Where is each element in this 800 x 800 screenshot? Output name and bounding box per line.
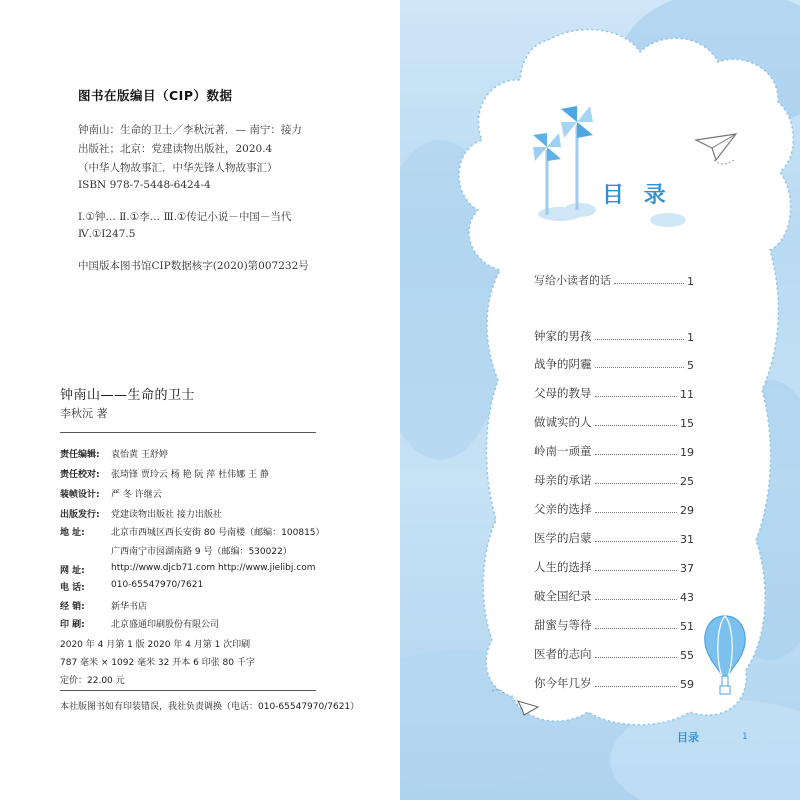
book-title: 钟南山——生命的卫士 (60, 388, 196, 403)
toc-title: 目 录 (602, 183, 672, 208)
toc-item-page: 59 (680, 678, 694, 691)
row-label: 地 址: (60, 528, 85, 538)
author: 李秋沅 著 (60, 407, 108, 420)
toc-item-page: 5 (687, 359, 694, 372)
dot-leader (595, 570, 678, 571)
toc-item-page: 37 (680, 562, 694, 575)
toc-item-page: 11 (680, 388, 694, 401)
toc-item-page: 31 (680, 533, 694, 546)
toc-item[interactable] (534, 642, 694, 662)
toc-item[interactable] (534, 555, 694, 575)
dot-leader (595, 541, 678, 542)
row-value: 袁怡黄 王舒婷 (111, 450, 168, 460)
toc-item-page: 25 (680, 475, 694, 488)
toc-item[interactable] (534, 497, 694, 517)
row-value: 010-65547970/7621 (111, 580, 204, 590)
toc-item[interactable] (534, 439, 694, 459)
toc-item-title: 医者的志向 (534, 647, 592, 661)
toc-item-title: 写给小读者的话 (534, 274, 611, 287)
toc-item-title: 父母的教导 (534, 386, 592, 400)
row-label: 责任编辑: (60, 450, 100, 460)
dot-leader (595, 599, 678, 600)
format-info: 787 毫米 × 1092 毫米 32 开本 6 印张 80 千字 (60, 658, 255, 668)
toc-item-page: 19 (680, 446, 694, 459)
divider (60, 690, 316, 691)
toc-item[interactable] (534, 410, 694, 430)
dot-leader (595, 628, 678, 629)
toc-item[interactable] (534, 613, 694, 633)
cip-line: 钟南山：生命的卫士／李秋沅著．— 南宁：接力 (78, 124, 302, 136)
cip-line: 中国版本图书馆CIP数据核字(2020)第007232号 (78, 260, 309, 272)
toc-item-title: 甜蜜与等待 (534, 618, 592, 632)
row-label: 经 销: (60, 602, 85, 612)
paper-plane-icon (490, 685, 550, 725)
row-value: http://www.djcb71.com http://www.jielibj.com (111, 563, 316, 573)
row-label: 网 址: (60, 566, 85, 576)
cip-line: （中华人物故事汇．中华先锋人物故事汇） (78, 162, 278, 174)
row-value: 张琦锋 贾玲云 杨 艳 阮 萍 杜伟娜 王 静 (111, 470, 269, 480)
toc-item-title: 人生的选择 (534, 560, 592, 574)
toc-item[interactable] (534, 381, 694, 401)
divider (60, 432, 316, 433)
price-info: 定价：22.00 元 (60, 676, 125, 686)
toc-item[interactable] (534, 352, 694, 372)
toc-item-title: 岭南一顽童 (534, 444, 592, 458)
toc-item-title: 父亲的选择 (534, 502, 592, 516)
toc-item-page: 1 (687, 331, 694, 344)
toc-item-title: 钟家的男孩 (534, 329, 592, 343)
row-value: 严 冬 许继云 (111, 490, 162, 500)
row-value: 北京市西城区西长安街 80 号南楼（邮编：100815） (111, 528, 325, 538)
dot-leader (595, 367, 685, 368)
dot-leader (595, 454, 678, 455)
cip-line: 出版社；北京：党建读物出版社，2020.4 (78, 143, 273, 155)
paper-plane-icon (692, 130, 742, 170)
row-label: 责任校对: (60, 470, 100, 480)
dot-leader (614, 283, 684, 284)
row-value: 党建读物出版社 接力出版社 (111, 510, 222, 520)
toc-item[interactable] (534, 468, 694, 488)
row-label: 印 刷: (60, 620, 85, 630)
toc-item-title: 母亲的承诺 (534, 473, 592, 487)
cip-line: Ⅰ.①钟… Ⅱ.①李… Ⅲ.①传记小说－中国－当代 (78, 211, 292, 223)
row-label: 电 话: (60, 583, 85, 593)
dot-leader (595, 339, 685, 340)
dot-leader (595, 483, 678, 484)
row-value: 新华书店 (111, 602, 148, 612)
row-value: 北京盛通印刷股份有限公司 (111, 620, 220, 630)
toc-item-page: 1 (687, 275, 694, 288)
contents-page (400, 0, 800, 800)
toc-item-title: 破全国纪录 (534, 589, 592, 603)
toc-item[interactable] (534, 671, 694, 691)
toc-item-page: 43 (680, 591, 694, 604)
dot-leader (595, 396, 678, 397)
cip-title: 图书在版编目（CIP）数据 (78, 88, 233, 103)
toc-item-page: 29 (680, 504, 694, 517)
toc-item-title: 医学的启蒙 (534, 531, 592, 545)
dot-leader (595, 512, 678, 513)
cip-line: ISBN 978-7-5448-6424-4 (78, 179, 211, 191)
toc-item-title: 你今年几岁 (534, 676, 592, 690)
hot-air-balloon-icon (700, 612, 750, 702)
row-label: 出版发行: (60, 510, 100, 520)
footer-note: 本社版图书如有印装错误，我社负责调换（电话：010-65547970/7621） (60, 702, 360, 712)
toc-item-page: 15 (680, 417, 694, 430)
toc-item[interactable] (534, 324, 694, 344)
dot-leader (595, 657, 678, 658)
edition-info: 2020 年 4 月第 1 版 2020 年 4 月第 1 次印刷 (60, 640, 251, 650)
page-number: 1 (742, 732, 748, 742)
toc-item-title: 做诚实的人 (534, 415, 592, 429)
cip-line: Ⅳ.①I247.5 (78, 228, 136, 240)
toc-item[interactable] (534, 526, 694, 546)
row-value: 广西南宁市园湖南路 9 号（邮编：530022） (111, 547, 292, 557)
toc-item-page: 51 (680, 620, 694, 633)
row-label: 装帧设计: (60, 490, 100, 500)
toc-item[interactable] (534, 584, 694, 604)
dot-leader (595, 686, 678, 687)
toc-item[interactable] (534, 268, 694, 288)
dot-leader (595, 425, 678, 426)
running-footer: 目录 (677, 731, 699, 744)
toc-item-page: 55 (680, 649, 694, 662)
toc-item-title: 战争的阴霾 (534, 357, 592, 371)
